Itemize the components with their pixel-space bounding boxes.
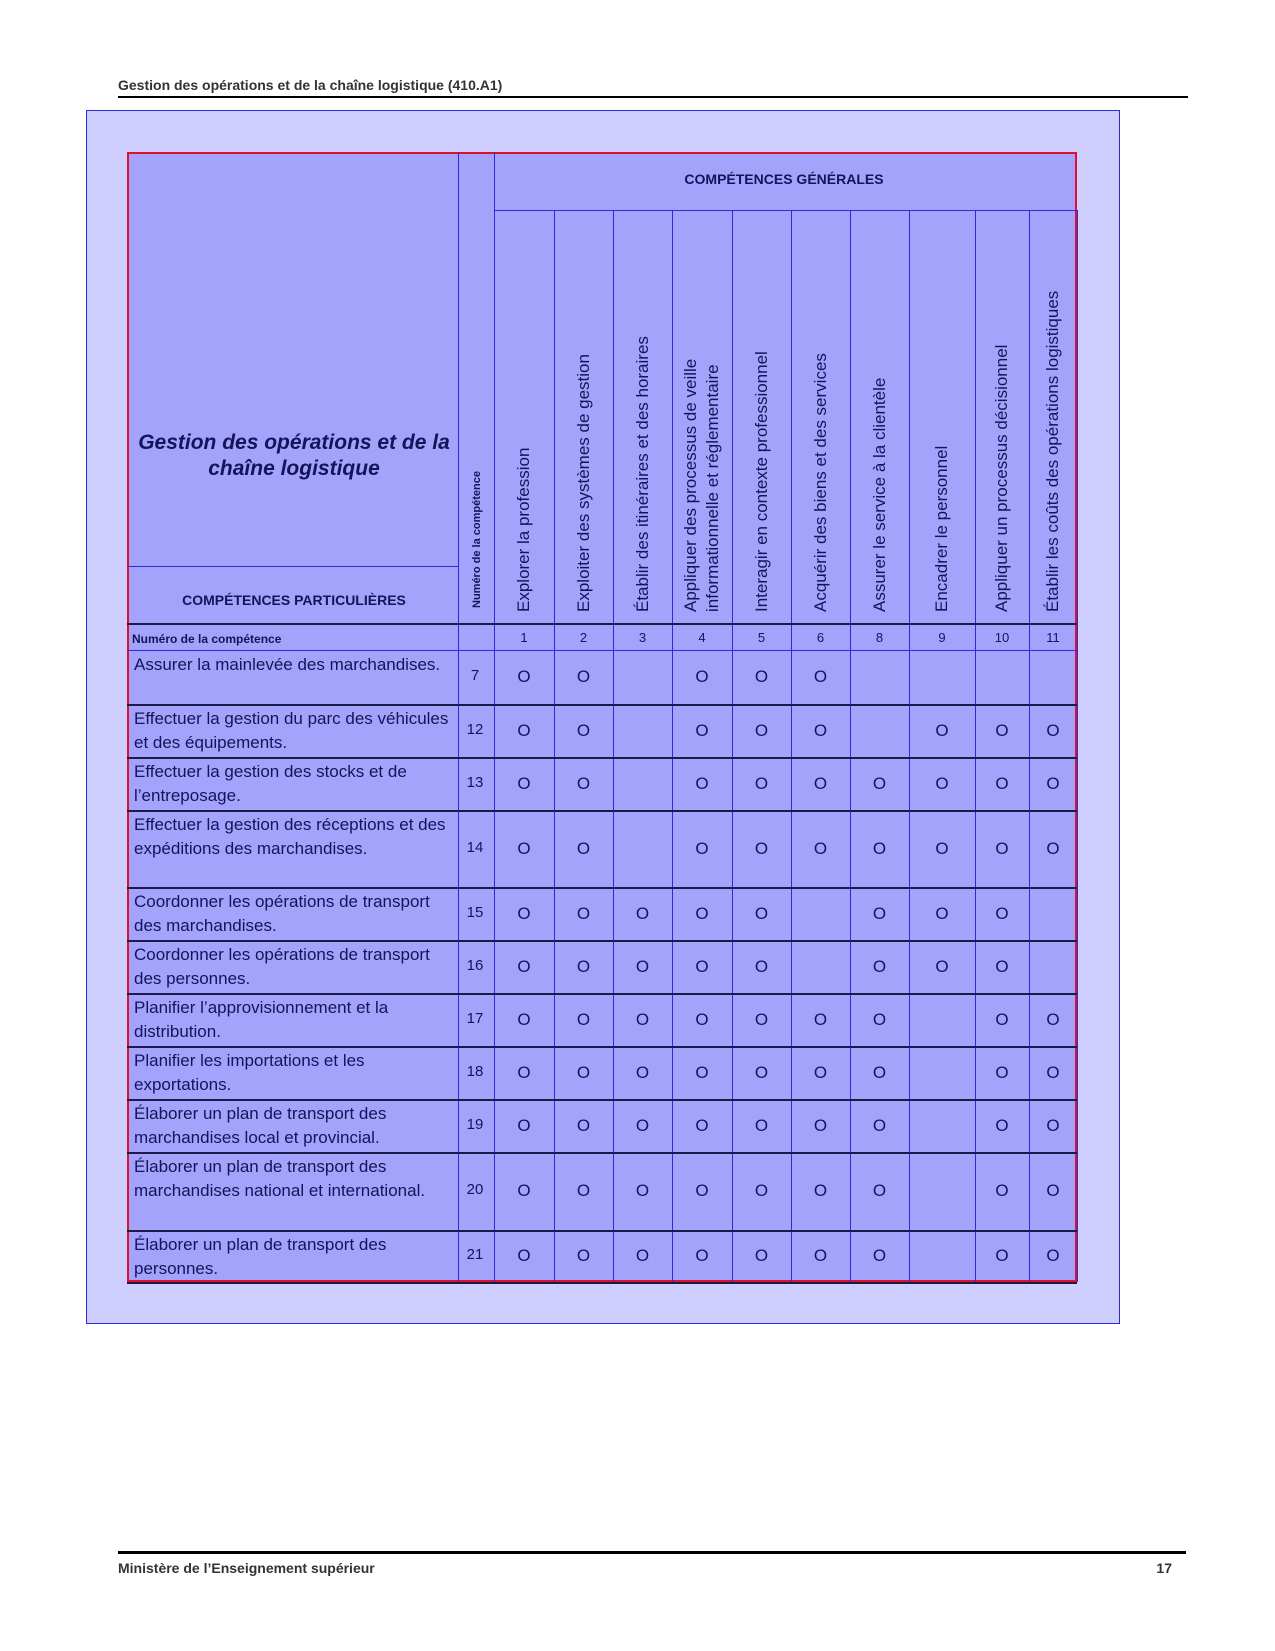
row-mark: O xyxy=(813,1009,828,1029)
row-label: Élaborer un plan de transport des personnes. xyxy=(134,1235,387,1278)
row-mark: O xyxy=(1046,1181,1060,1200)
row-mark: O xyxy=(517,1009,531,1029)
row-mark: O xyxy=(695,720,709,740)
row-mark: O xyxy=(517,720,531,740)
row-mark: O xyxy=(754,1181,769,1200)
row-mark: O xyxy=(754,838,769,858)
row-mark: O xyxy=(576,1246,591,1265)
row-competence-number: 20 xyxy=(466,1181,484,1198)
row-mark: O xyxy=(517,773,531,793)
row-mark: O xyxy=(517,956,531,976)
grid-hline xyxy=(127,757,1077,759)
column-header-2: Exploiter des systèmes de gestion xyxy=(573,354,593,612)
row-mark: O xyxy=(935,956,949,976)
row-label: Effectuer la gestion des réceptions et des expéditions des marchandises. xyxy=(134,815,446,858)
row-mark: O xyxy=(517,1181,531,1200)
row-mark: O xyxy=(635,1115,650,1135)
row-mark: O xyxy=(754,773,769,793)
row-mark: O xyxy=(576,1062,591,1082)
row-competence-number: 15 xyxy=(466,903,484,921)
row-mark: O xyxy=(695,1062,709,1082)
row-label: Assurer la mainlevée des marchandises. xyxy=(134,655,441,674)
row-competence-number: 17 xyxy=(466,1009,484,1027)
column-header-11: Établir les coûts des opérations logistiques xyxy=(1043,290,1062,612)
row-competence-number: 21 xyxy=(466,1246,484,1263)
column-header-5: Interagir en contexte professionnel xyxy=(751,351,771,612)
table-title: Gestion des opérations et de la chaîne logistique xyxy=(138,431,450,480)
row-label: Effectuer la gestion des stocks et de l’entreposage. xyxy=(134,762,407,805)
row-label: Planifier les importations et les exportations. xyxy=(134,1051,365,1094)
row-mark: O xyxy=(872,1009,887,1029)
row-mark: O xyxy=(517,838,531,858)
row-mark: O xyxy=(872,1115,887,1135)
column-number-9: 9 xyxy=(938,630,946,645)
row-mark: O xyxy=(813,1062,828,1082)
row-mark: O xyxy=(635,1062,650,1082)
row-mark: O xyxy=(635,1246,650,1265)
grid-hline xyxy=(127,1152,1077,1154)
grid-hline xyxy=(127,810,1077,812)
row-mark: O xyxy=(576,1181,591,1200)
row-mark: O xyxy=(754,667,769,686)
column-header-10: Appliquer un processus décisionnel xyxy=(992,344,1011,612)
row-mark: O xyxy=(995,1009,1009,1029)
competences-particulieres-label: COMPÉTENCES PARTICULIÈRES xyxy=(182,592,406,608)
row-competence-number: 16 xyxy=(466,956,484,974)
row-mark: O xyxy=(517,667,531,686)
row-mark: O xyxy=(754,1246,769,1265)
row-mark: O xyxy=(872,1181,887,1200)
page-header xyxy=(118,74,1188,98)
column-number-2: 2 xyxy=(579,630,588,645)
row-mark: O xyxy=(695,667,709,686)
row-label: Élaborer un plan de transport des marchandises local et provincial. xyxy=(134,1104,387,1147)
row-mark: O xyxy=(813,838,828,858)
row-mark: O xyxy=(695,1009,709,1029)
row-mark: O xyxy=(635,1181,650,1200)
row-mark: O xyxy=(872,1246,887,1265)
row-mark: O xyxy=(695,903,709,923)
column-number-4: 4 xyxy=(698,630,706,645)
row-mark: O xyxy=(754,903,769,923)
row-mark: O xyxy=(872,903,887,923)
numero-row-label: Numéro de la compétence xyxy=(132,632,282,646)
grid-vline xyxy=(672,210,673,1282)
column-header-9: Encadrer le personnel xyxy=(932,445,951,612)
row-label: Élaborer un plan de transport des marchandises national et international. xyxy=(134,1157,426,1200)
row-mark: O xyxy=(517,903,531,923)
page-number: 17 xyxy=(1156,1560,1172,1576)
column-header-4: Appliquer des processus de veille informationnelle et réglementaire xyxy=(681,358,722,612)
row-mark: O xyxy=(576,1115,591,1135)
column-header-6: Acquérir des biens et des services xyxy=(810,353,830,612)
row-mark: O xyxy=(935,903,949,923)
column-number-10: 10 xyxy=(994,630,1010,645)
row-mark: O xyxy=(695,838,709,858)
row-mark: O xyxy=(1046,720,1060,740)
row-mark: O xyxy=(995,1246,1009,1265)
grid-hline xyxy=(127,1046,1077,1048)
row-mark: O xyxy=(635,1009,650,1029)
grid-hline xyxy=(494,210,1077,211)
row-mark: O xyxy=(813,1181,828,1200)
column-header-1: Explorer la profession xyxy=(514,447,533,612)
row-mark: O xyxy=(695,956,709,976)
grid-vline xyxy=(458,152,459,1282)
row-mark: O xyxy=(695,1246,709,1265)
grid-hline xyxy=(127,1282,1077,1284)
row-mark: O xyxy=(995,838,1009,858)
footer-ministry: Ministère de l’Enseignement supérieur xyxy=(118,1560,375,1576)
grid-hline xyxy=(127,704,1077,706)
row-mark: O xyxy=(1046,773,1060,793)
grid-hline xyxy=(127,1230,1077,1232)
row-label: Coordonner les opérations de transport des personnes. xyxy=(134,945,430,988)
row-mark: O xyxy=(754,1009,769,1029)
row-label: Effectuer la gestion du parc des véhicules et des équipements. xyxy=(134,709,449,752)
row-mark: O xyxy=(1046,1009,1060,1029)
row-mark: O xyxy=(517,1115,531,1135)
row-mark: O xyxy=(517,1062,531,1082)
row-mark: O xyxy=(995,1115,1009,1135)
row-label: Planifier l’approvisionnement et la distribution. xyxy=(134,998,389,1041)
grid-vline xyxy=(494,152,495,1282)
row-mark: O xyxy=(576,1009,591,1029)
row-mark: O xyxy=(935,838,949,858)
row-mark: O xyxy=(754,956,769,976)
row-mark: O xyxy=(995,720,1009,740)
row-mark: O xyxy=(995,956,1009,976)
row-mark: O xyxy=(872,838,887,858)
column-header-3: Établir des itinéraires et des horaires xyxy=(632,336,652,612)
row-mark: O xyxy=(995,773,1009,793)
grid-hline xyxy=(127,1099,1077,1101)
header-text: Gestion des opérations et de la chaîne logistique (410.A1) xyxy=(118,77,503,93)
column-header-8: Assurer le service à la clientèle xyxy=(869,377,889,612)
numero-vertical-label: Numéro de la compétence xyxy=(471,471,483,608)
row-mark: O xyxy=(872,773,887,793)
row-mark: O xyxy=(576,720,591,740)
row-mark: O xyxy=(1046,1115,1060,1135)
competences-generales-label: COMPÉTENCES GÉNÉRALES xyxy=(684,171,884,187)
column-number-8: 8 xyxy=(875,630,884,645)
row-competence-number: 13 xyxy=(466,773,484,791)
row-mark: O xyxy=(576,667,591,686)
row-mark: O xyxy=(995,903,1009,923)
row-competence-number: 19 xyxy=(466,1115,484,1133)
row-mark: O xyxy=(995,1181,1009,1200)
row-mark: O xyxy=(695,1115,709,1135)
row-mark: O xyxy=(695,773,709,793)
row-competence-number: 14 xyxy=(466,838,484,856)
row-mark: O xyxy=(517,1246,531,1265)
row-competence-number: 18 xyxy=(466,1062,484,1080)
row-mark: O xyxy=(813,720,828,740)
row-mark: O xyxy=(813,667,828,686)
row-mark: O xyxy=(576,838,591,858)
row-mark: O xyxy=(635,903,650,923)
row-mark: O xyxy=(935,720,949,740)
grid-hline xyxy=(127,650,1077,651)
row-mark: O xyxy=(576,956,591,976)
grid-hline xyxy=(127,887,1077,889)
grid-hline xyxy=(127,940,1077,942)
row-mark: O xyxy=(635,956,650,976)
row-mark: O xyxy=(754,1115,769,1135)
row-mark: O xyxy=(1046,1246,1060,1265)
row-mark: O xyxy=(935,773,949,793)
row-mark: O xyxy=(995,1062,1009,1082)
grid-hline xyxy=(127,566,458,567)
grid-vline xyxy=(909,210,910,1282)
row-mark: O xyxy=(813,773,828,793)
row-mark: O xyxy=(813,1115,828,1135)
row-mark: O xyxy=(1046,838,1060,858)
row-competence-number: 12 xyxy=(466,720,484,738)
row-mark: O xyxy=(576,773,591,793)
row-mark: O xyxy=(754,1062,769,1082)
row-label: Coordonner les opérations de transport des marchandises. xyxy=(134,892,430,935)
column-number-1: 1 xyxy=(520,630,528,645)
row-competence-number: 7 xyxy=(470,667,480,684)
row-mark: O xyxy=(872,956,887,976)
column-number-11: 11 xyxy=(1046,630,1060,645)
row-mark: O xyxy=(576,903,591,923)
row-mark: O xyxy=(695,1181,709,1200)
row-mark: O xyxy=(872,1062,887,1082)
column-number-6: 6 xyxy=(816,630,825,645)
grid-hline xyxy=(127,623,1077,625)
column-number-3: 3 xyxy=(638,630,647,645)
row-mark: O xyxy=(1046,1062,1060,1082)
column-number-5: 5 xyxy=(757,630,766,645)
page-footer xyxy=(118,1551,1186,1584)
row-mark: O xyxy=(813,1246,828,1265)
row-mark: O xyxy=(754,720,769,740)
grid-hline xyxy=(127,993,1077,995)
